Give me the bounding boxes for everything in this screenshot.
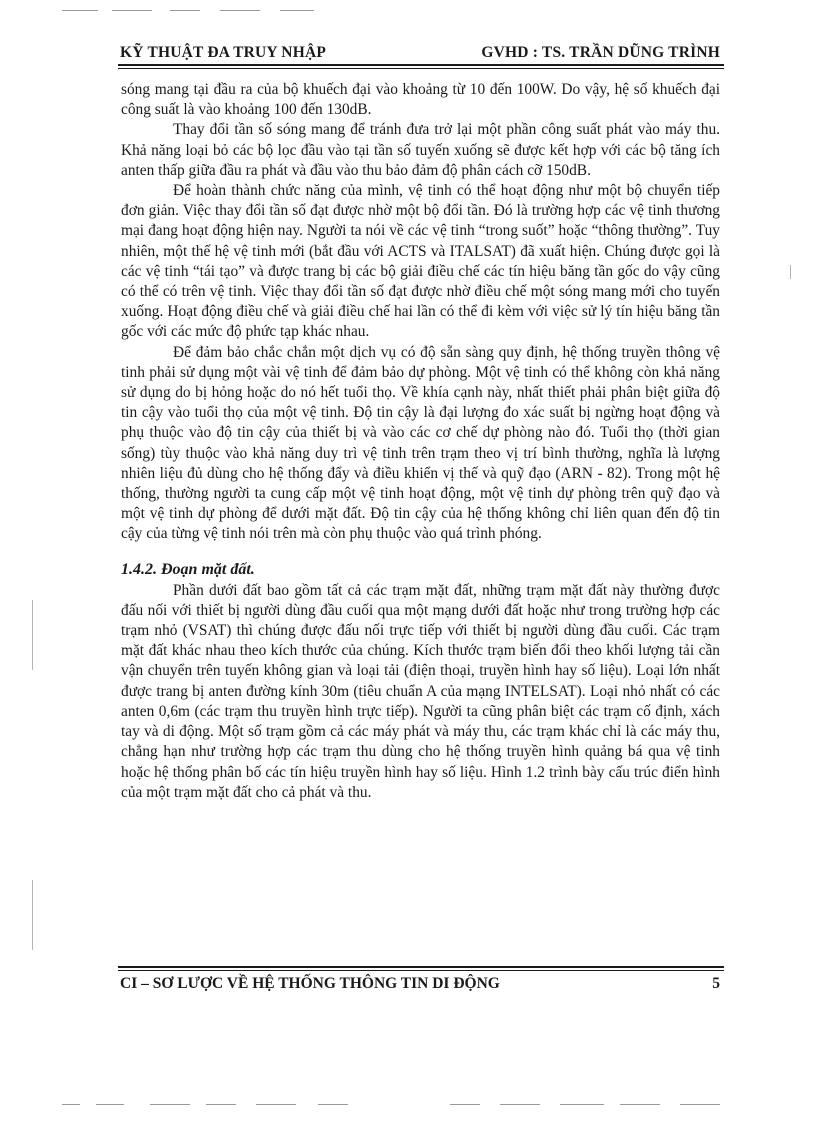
footer-chapter: CI – SƠ LƯỢC VỀ HỆ THỐNG THÔNG TIN DI ĐỘNG bbox=[120, 975, 500, 992]
footer-rule-thin bbox=[118, 970, 724, 971]
header-title: KỸ THUẬT ĐA TRUY NHẬP bbox=[120, 44, 327, 61]
paragraph-4: Để đảm bảo chắc chắn một dịch vụ có độ sẵn sàng quy định, hệ thống truyền thông vệ tinh phải sử dụng một vài vệ tinh để đảm bảo dự phòng. Một vệ tinh có thể không còn khả năng sử dụng do bị hỏng hoặc do nó hết tuổi thọ. Về khía cạnh này, nhất thiết phải phân biệt giữa độ tin cậy vào tuổi thọ của một vệ tinh. Độ tin cậy là đại lượng đo xác suất bị ngừng hoạt động và phụ thuộc vào độ tin cậy của thiết bị và vào các cơ chế dự phòng nào đó. Tuổi thọ (thời gian sống) tùy thuộc vào khả năng duy trì vệ tinh trên trạm theo vị trí bình thường, nghĩa là lượng nhiên liệu đủ dùng cho hệ thống đẩy và điều khiển vị thế và quỹ đạo (ARN - 82). Trong một hệ thống, thường người ta cung cấp một vệ tinh hoạt động, một vệ tinh dự phòng trên quỹ đạo và một vệ tinh dự phòng để dưới mặt đất. Độ tin cậy của hệ thống không chỉ liên quan đến độ tin cậy của từng vệ tinh nói trên mà còn phụ thuộc vào quá trình phóng. bbox=[121, 343, 720, 543]
section-heading: 1.4.2. Đoạn mặt đất. bbox=[121, 560, 255, 578]
footer-rule bbox=[118, 966, 724, 968]
header-rule bbox=[118, 64, 724, 66]
page-number: 5 bbox=[712, 975, 720, 992]
running-footer bbox=[120, 975, 720, 993]
running-header bbox=[120, 36, 720, 62]
paragraph-1: sóng mang tại đầu ra của bộ khuếch đại vào khoảng từ 10 đến 100W. Do vậy, hệ số khuếch đại công suất là vào khoảng 100 đến 130dB. bbox=[121, 81, 720, 119]
paragraph-3: Để hoàn thành chức năng của mình, vệ tinh có thể hoạt động như một bộ chuyển tiếp đơn giản. Việc thay đổi tần số đạt được nhờ một bộ đổi tần. Đó là trường hợp các vệ tinh thương mại đang hoạt động hiện nay. Người ta nói về các vệ tinh “trong suốt” hoặc “thông thường”. Tuy nhiên, một thế hệ vệ tinh mới (bắt đầu với ACTS và ITALSAT) đã xuất hiện. Chúng được gọi là các vệ tinh “tái tạo” và được trang bị các bộ giải điều chế các tín hiệu băng tần gốc do vậy cũng có thể có trên vệ tinh. Việc thay đổi tần số đạt được nhờ điều chế một sóng mang mới cho tuyến xuống. Hoạt động điều chế và giải điều chế hai lần có thể đi kèm với việc sử lý tín hiệu băng tần gốc với các mức độ phức tạp khác nhau. bbox=[121, 182, 720, 341]
header-rule-thin bbox=[118, 68, 724, 69]
paragraph-5: Phần dưới đất bao gồm tất cả các trạm mặt đất, những trạm mặt đất này thường được đấu nối với thiết bị người dùng đầu cuối qua một mạng dưới đất hoặc như trong trường hợp các trạm nhỏ (VSAT) thì chúng được đấu nối trực tiếp với thiết bị người dùng đầu cuối. Các trạm mặt đất khác nhau theo kích thước của chúng. Kích thước trạm biến đổi theo khối lượng tải cần vận chuyển trên tuyến không gian và loại tải (điện thoại, truyền hình hay số liệu). Loại lớn nhất được trang bị anten đường kính 30m (tiêu chuẩn A của mạng INTELSAT). Loại nhỏ nhất có các anten 0,6m (các trạm thu truyền hình trực tiếp). Người ta cũng phân biệt các trạm cố định, xách tay và di động. Một số trạm gồm cả các máy phát và máy thu, các trạm khác chỉ là các máy thu, chẳng hạn như trường hợp các trạm thu dùng cho hệ thống truyền hình quảng bá qua vệ tinh hoặc hệ thống phân bố các tín hiệu truyền hình hay số liệu. Hình 1.2 trình bày cấu trúc điển hình của một trạm mặt đất cho cả phát và thu. bbox=[121, 581, 720, 801]
paragraph-2: Thay đổi tần số sóng mang để tránh đưa trở lại một phần công suất phát vào máy thu. Khả năng loại bỏ các bộ lọc đầu vào tại tần số tuyến xuống sẽ được kết hợp với các bộ tăng ích anten thấp giữa đầu ra phát và đầu vào thu bảo đảm độ phân cách cỡ 150dB. bbox=[121, 121, 720, 179]
header-supervisor: GVHD : TS. TRẦN DŨNG TRÌNH bbox=[481, 44, 720, 61]
page-body bbox=[121, 80, 720, 803]
